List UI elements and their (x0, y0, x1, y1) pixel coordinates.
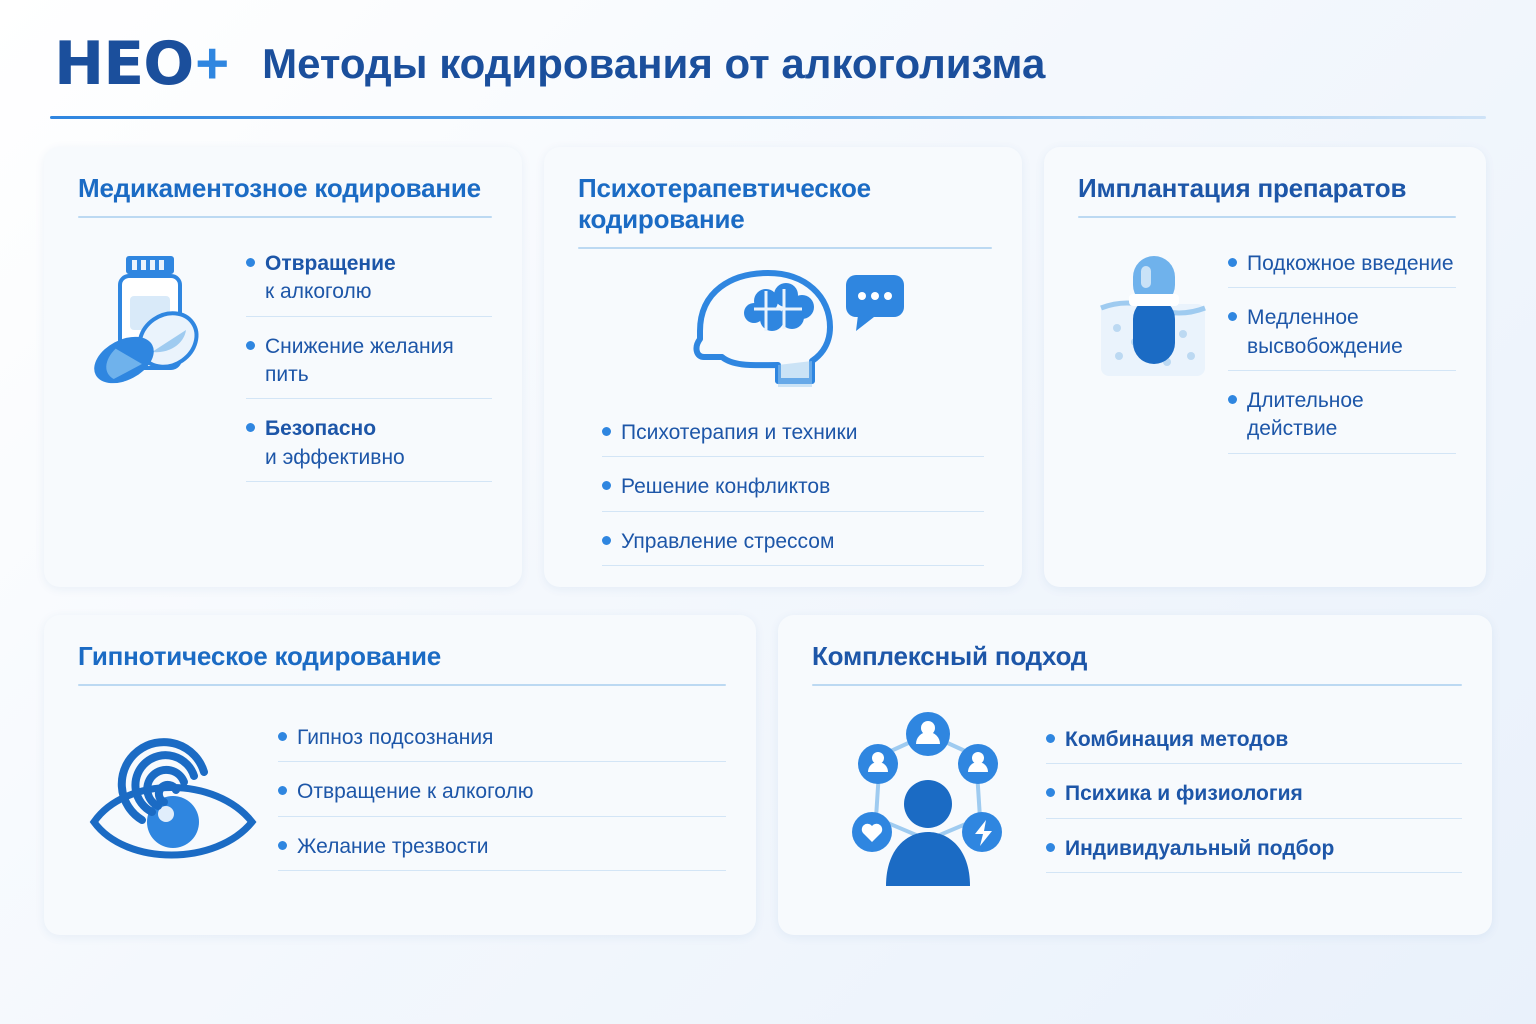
bullet-line1: Гипноз подсознания (297, 726, 494, 749)
person-network-icon (812, 704, 1042, 893)
card-title-medication: Медикаментозное кодирование (78, 173, 481, 203)
list-item (246, 415, 492, 482)
page-title: Методы кодирования от алкоголизма (262, 40, 1046, 87)
list-item (246, 250, 492, 317)
list-item (602, 419, 984, 457)
card-hypnosis (44, 615, 756, 935)
bullet-line1: Безопасно (265, 417, 377, 441)
list-item (246, 333, 492, 400)
bullet-dot-icon (1046, 734, 1055, 743)
bullet-dot-icon (1046, 843, 1055, 852)
cards-row-top (44, 147, 1492, 587)
bullet-dot-icon (278, 732, 287, 741)
bullet-dot-icon (278, 786, 287, 795)
bullet-line1: Медленное (1247, 306, 1359, 330)
eye-spiral-icon (78, 704, 268, 879)
list-item (602, 528, 984, 566)
list-item (1228, 250, 1456, 288)
bullet-line1: Психотерапия и техники (621, 421, 858, 444)
card-title-implant: Имплантация препаратов (1078, 173, 1407, 203)
bullet-line1: Управление стрессом (621, 529, 835, 553)
list-item (1046, 726, 1462, 764)
list-item (602, 473, 984, 511)
cards-row-bottom (44, 615, 1492, 935)
bullets-implant (1228, 236, 1456, 454)
list-item (278, 724, 726, 762)
list-item (1046, 780, 1462, 818)
bullet-line1: Длительное действие (1247, 389, 1364, 441)
bullet-dot-icon (602, 427, 611, 436)
bullet-line2: пить (265, 363, 309, 387)
bullet-line1: Подкожное введение (1247, 252, 1454, 275)
list-item (278, 778, 726, 816)
bullet-line2: и эффективно (265, 445, 405, 469)
card-title-hypnosis: Гипнотическое кодирование (78, 641, 442, 671)
bullet-dot-icon (1228, 312, 1237, 321)
bullet-dot-icon (1228, 395, 1237, 404)
bullet-dot-icon (1228, 258, 1237, 267)
card-title-divider (578, 247, 992, 249)
bullets-medication (246, 242, 492, 482)
card-title-psychotherapy: Психотерапевтическое кодирование (578, 173, 871, 234)
bullet-line1: Комбинация методов (1065, 728, 1289, 751)
bullet-line1: Решение конфликтов (621, 475, 831, 499)
logo-text: HEO (54, 29, 194, 99)
bullet-line1: Снижение желания (265, 334, 454, 358)
bullet-line1: Отвращение к алкоголю (297, 780, 534, 804)
pill-bottle-icon (78, 242, 246, 482)
bullet-dot-icon (278, 841, 287, 850)
logo (54, 29, 229, 99)
bullet-line2: высвобождение (1247, 334, 1403, 358)
card-title-divider (78, 216, 492, 218)
bullet-dot-icon (246, 423, 255, 432)
bullet-line1: Психика и физиология (1065, 782, 1303, 806)
card-title-divider (1078, 216, 1456, 218)
card-psychotherapy (544, 147, 1022, 587)
header (44, 29, 1492, 99)
bullet-line1: Индивидуальный подбор (1065, 836, 1335, 860)
bullets-hypnosis (268, 704, 726, 879)
bullet-dot-icon (602, 536, 611, 545)
card-title-divider (812, 684, 1462, 686)
card-title-divider (78, 684, 726, 686)
bullet-dot-icon (1046, 788, 1055, 797)
list-item (278, 833, 726, 871)
list-item (1046, 835, 1462, 873)
bullet-line2: к алкоголю (265, 280, 372, 304)
card-complex (778, 615, 1492, 935)
bullet-dot-icon (246, 258, 255, 267)
capsule-implant-icon (1078, 236, 1228, 454)
bullet-dot-icon (246, 341, 255, 350)
card-implant (1044, 147, 1486, 587)
list-item (1228, 387, 1456, 454)
logo-plus-icon: + (195, 31, 229, 96)
list-item (1228, 304, 1456, 371)
card-medication (44, 147, 522, 587)
bullets-psychotherapy (578, 419, 992, 566)
card-title-complex: Комплексный подход (812, 641, 1088, 671)
bullets-complex (1042, 704, 1462, 893)
bullet-dot-icon (602, 481, 611, 490)
header-divider (50, 116, 1486, 119)
bullet-line1: Желание трезвости (297, 834, 489, 858)
head-brain-speech-icon (578, 261, 992, 401)
bullet-line1: Отвращение (265, 252, 396, 275)
